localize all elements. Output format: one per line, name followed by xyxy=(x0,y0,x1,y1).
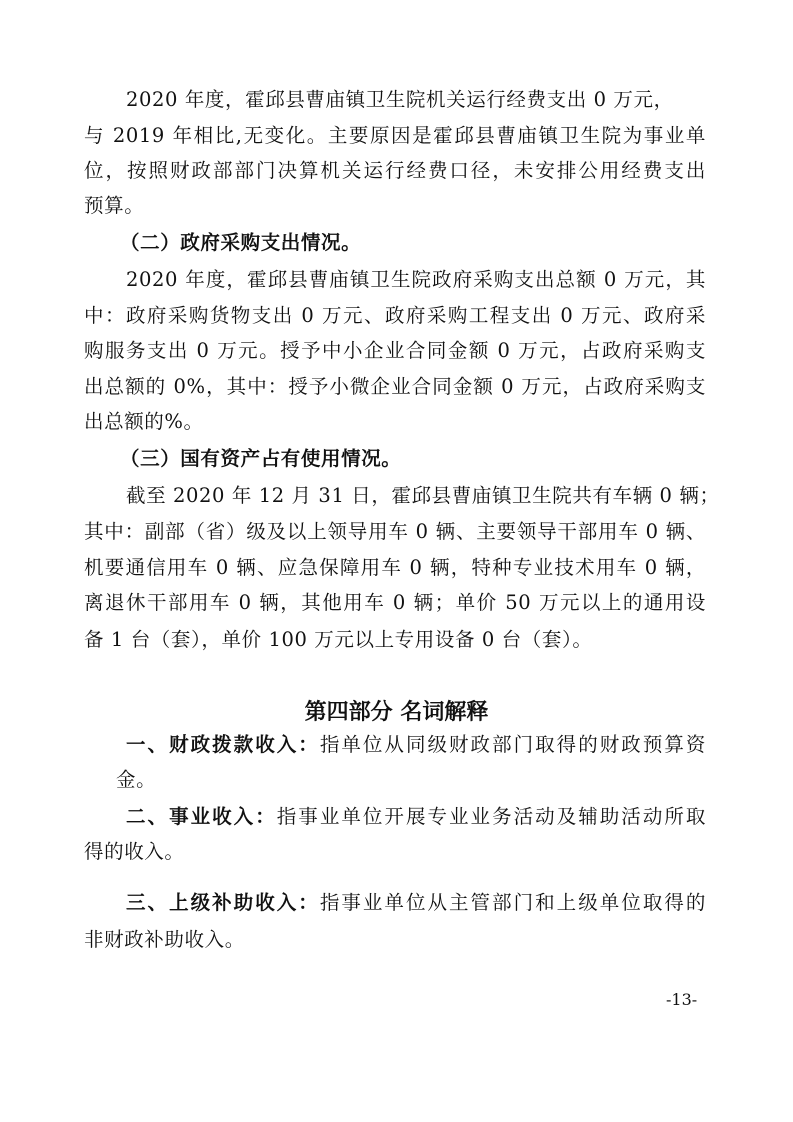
term-text: 指单位从同级财政部门取得的财政预算资 xyxy=(319,733,706,756)
paragraph-line: 离退休干部用车 0 辆，其他用车 0 辆；单价 50 万元以上的通用设 xyxy=(84,591,706,614)
section-title: 第四部分 名词解释 xyxy=(304,699,489,725)
term-definition-cont: 金。 xyxy=(116,768,157,791)
paragraph-line: 其中：副部（省）级及以上领导用车 0 辆、主要领导干部用车 0 辆、 xyxy=(84,520,706,543)
paragraph-line: 位，按照财政部部门决算机关运行经费口径，未安排公用经费支出 xyxy=(84,159,706,182)
paragraph-line: 2020 年度，霍邱县曹庙镇卫生院政府采购支出总额 0 万元，其 xyxy=(126,268,706,291)
paragraph-line: 与 2019 年相比,无变化。主要原因是霍邱县曹庙镇卫生院为事业单 xyxy=(84,124,706,147)
subheading: （三）国有资产占有使用情况。 xyxy=(120,447,402,470)
term-definition xyxy=(126,805,706,829)
subheading: （二）政府采购支出情况。 xyxy=(120,231,362,254)
paragraph-line: 出总额的%。 xyxy=(84,410,204,433)
term-definition xyxy=(126,733,706,757)
term-label: 一、财政拨款收入： xyxy=(126,733,320,756)
term-text: 指事业单位开展专业业务活动及辅助活动所取 xyxy=(276,805,706,828)
paragraph-line: 预算。 xyxy=(84,194,145,217)
term-text: 指事业单位从主管部门和上级单位取得的 xyxy=(319,891,706,914)
term-label: 二、事业收入： xyxy=(126,805,277,828)
page-number: -13- xyxy=(666,990,698,1009)
paragraph-line: 购服务支出 0 万元。授予中小企业合同金额 0 万元，占政府采购支 xyxy=(84,339,706,362)
paragraph-line: 机要通信用车 0 辆、应急保障用车 0 辆，特种专业技术用车 0 辆， xyxy=(84,556,706,579)
term-label: 三、上级补助收入： xyxy=(126,891,320,914)
paragraph-line: 中：政府采购货物支出 0 万元、政府采购工程支出 0 万元、政府采 xyxy=(84,304,706,327)
term-definition-cont: 得的收入。 xyxy=(84,840,185,863)
term-definition xyxy=(126,891,706,915)
paragraph-line: 备 1 台（套），单价 100 万元以上专用设备 0 台（套）。 xyxy=(84,628,593,651)
paragraph-line: 截至 2020 年 12 月 31 日，霍邱县曹庙镇卫生院共有车辆 0 辆； xyxy=(126,484,720,507)
paragraph-line: 出总额的 0%，其中：授予小微企业合同金额 0 万元，占政府采购支 xyxy=(84,375,706,398)
paragraph-line: 2020 年度，霍邱县曹庙镇卫生院机关运行经费支出 0 万元， xyxy=(126,88,674,111)
term-definition-cont: 非财政补助收入。 xyxy=(84,928,245,951)
